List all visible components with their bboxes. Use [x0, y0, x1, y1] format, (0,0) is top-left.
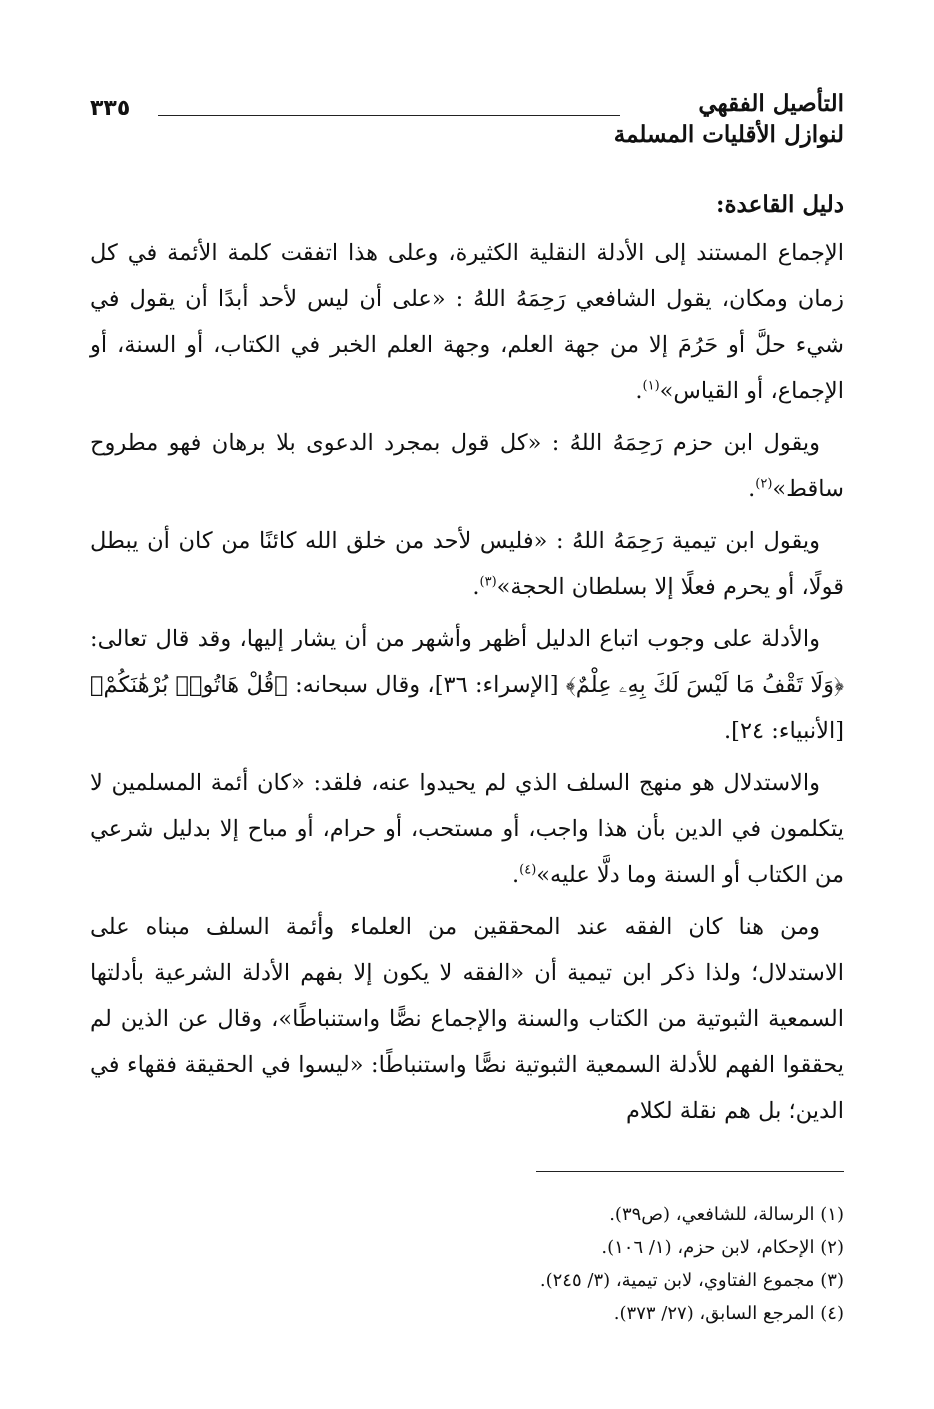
page-number: ٣٣٥ [90, 96, 131, 121]
header-rule [158, 115, 620, 116]
section-heading: دليل القاعدة: [716, 191, 844, 218]
book-title [614, 88, 844, 150]
footnote-ref-2: (٢) [755, 476, 773, 492]
paragraph-6: ومن هنا كان الفقه عند المحققين من العلماء وأئمة السلف مبناه على الاستدلال؛ ولذا ذكر ابن تيمية أن «الفقه لا يكون إلا بفهم الأدلة الشرعية بأدلتها السمعية الثبوتية من الكتاب والسنة والإجماع نصًّا واستنباطًا»، وقال عن الذين لم يحققوا الفهم للأدلة السمعية الثبوتية نصًّا واستنباطًا: «ليسوا في الحقيقة فقهاء في الدين؛ بل هم نقلة لكلام [90, 914, 844, 1124]
paragraph-1-text: الإجماع المستند إلى الأدلة النقلية الكثيرة، وعلى هذا اتفقت كلمة الأئمة في كل زمان ومكان، يقول الشافعي رَحِمَهُ اللهُ : «على أن ليس لأحد أبدًا أن يقول في شيء حلَّ أو حَرُمَ إلا من جهة العلم، وجهة العلم الخبر في الكتاب، أو السنة، أو الإجماع، أو القياس» [90, 240, 844, 404]
page-header [90, 80, 844, 160]
paragraph-3: ويقول ابن تيمية رَحِمَهُ اللهُ : «فليس لأحد من خلق الله كائنًا من كان أن يبطل قولًا، أو يحرم فعلًا إلا بسلطان الحجة»$^{(٣)}$. [90, 528, 844, 600]
footnote-3: (٣) مجموع الفتاوي، لابن تيمية، (٣/ ٢٤٥). [539, 1270, 844, 1291]
main-text [90, 182, 844, 1140]
footnote-2: (٢) الإحكام، لابن حزم، (١/ ١٠٦). [601, 1237, 844, 1258]
footnote-4: (٤) المرجع السابق، (٢٧/ ٣٧٣). [613, 1303, 844, 1324]
footnotes [90, 1198, 844, 1330]
footnote-1: (١) الرسالة، للشافعي، (ص٣٩). [609, 1204, 844, 1225]
footnote-ref-4: (٤) [519, 862, 537, 878]
paragraph-3-text: ويقول ابن تيمية رَحِمَهُ اللهُ : «فليس لأحد من خلق الله كائنًا من كان أن يبطل قولًا، أو يحرم فعلًا إلا بسلطان الحجة» [90, 528, 844, 600]
footnote-ref-3: (٣) [479, 574, 497, 590]
book-title-line1: التأصيل الفقهي [698, 90, 844, 117]
paragraph-4: والأدلة على وجوب اتباع الدليل أظهر وأشهر من أن يشار إليها، وقد قال تعالى: ﴿وَلَا تَقْفُ مَا لَيْسَ لَكَ بِهِۦ عِلْمٌ﴾ [الإسراء: ٣٦]، وقال سبحانه: ﴿قُلْ هَاتُوا۟ بُرْهَٰنَكُمْ﴾[الأنبياء: ٢٤]. [90, 626, 845, 744]
footnote-ref-1: (١) [642, 378, 660, 394]
paragraph-5-text: والاستدلال هو منهج السلف الذي لم يحيدوا عنه، فلقد: «كان أئمة المسلمين لا يتكلمون في الدين بأن هذا واجب، أو مستحب، أو حرام، أو مباح إلا بدليل شرعي من الكتاب أو السنة وما دلَّا عليه» [90, 770, 844, 888]
paragraph-2: ويقول ابن حزم رَحِمَهُ اللهُ : «كل قول بمجرد الدعوى بلا برهان فهو مطروح ساقط»$^{(٢)}$. [90, 430, 844, 502]
paragraph-1: الإجماع المستند إلى الأدلة النقلية الكثيرة، وعلى هذا اتفقت كلمة الأئمة في كل زمان ومكان، يقول الشافعي رَحِمَهُ اللهُ : «على أن ليس لأحد أبدًا أن يقول في شيء حلَّ أو حَرُمَ إلا من جهة العلم، وجهة العلم الخبر في الكتاب، أو السنة، أو الإجماع، أو القياس»$^{(١)}$. [90, 240, 844, 404]
book-title-line2: لنوازل الأقليات المسلمة [613, 121, 844, 148]
paragraph-5: والاستدلال هو منهج السلف الذي لم يحيدوا عنه، فلقد: «كان أئمة المسلمين لا يتكلمون في الدين بأن هذا واجب، أو مستحب، أو حرام، أو مباح إلا بدليل شرعي من الكتاب أو السنة وما دلَّا عليه»$^{(٤)}$. [90, 770, 844, 888]
paragraph-2-text: ويقول ابن حزم رَحِمَهُ اللهُ : «كل قول بمجرد الدعوى بلا برهان فهو مطروح ساقط» [90, 430, 844, 502]
footnote-rule [536, 1171, 844, 1172]
